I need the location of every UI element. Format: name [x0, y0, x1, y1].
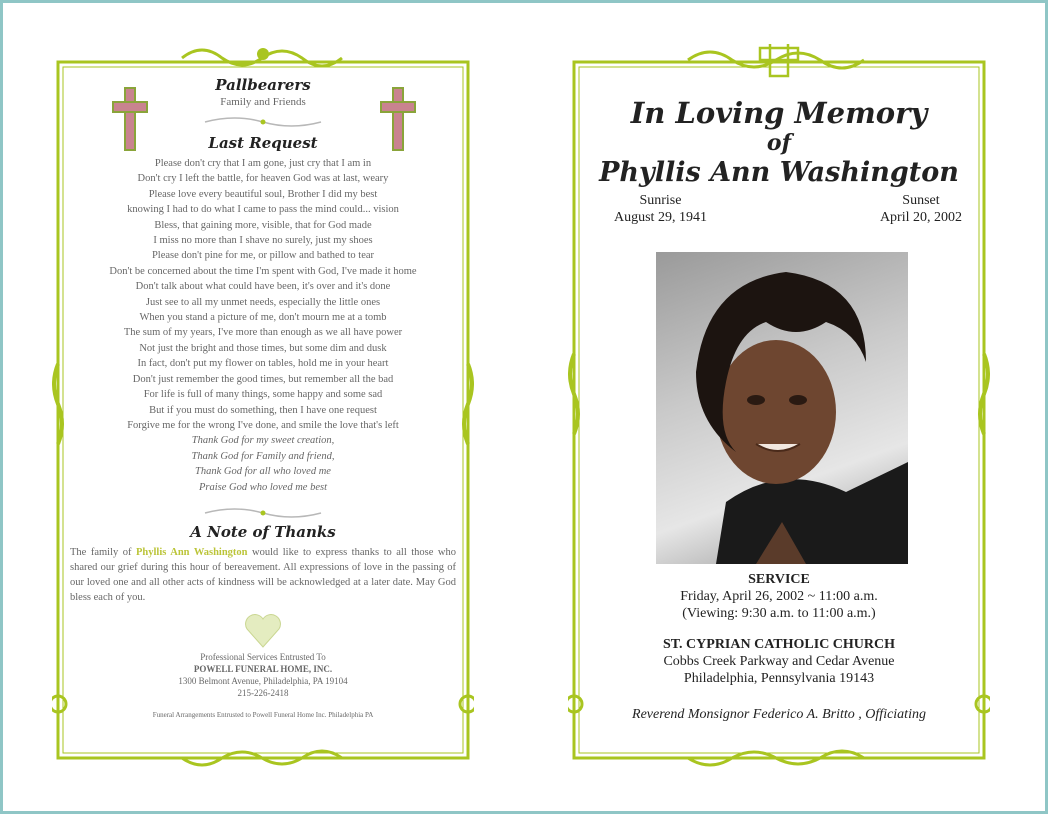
note-intro: The family of	[70, 546, 132, 558]
poem-line: Don't just remember the good times, but remember all the bad	[132, 373, 394, 385]
poem-line: Please don't pine for me, or pillow and bathed to tear	[151, 250, 375, 262]
sunrise-block	[614, 192, 707, 226]
note-line: to all those who shared our grief during this hour of bereavement. All	[70, 546, 456, 573]
portrait-photo	[656, 252, 908, 564]
church-address-line1: Cobbs Creek Parkway and Cedar Avenue	[663, 654, 895, 669]
divider-ornament	[203, 116, 323, 128]
poem-line: Please love every beautiful soul, Brother I did my best	[148, 188, 378, 200]
note-line: would like to express thanks	[252, 546, 380, 558]
poem-line: Thank God for Family and friend,	[191, 450, 335, 462]
poem-line: When you stand a picture of me, don't mourn me at a tomb	[139, 312, 387, 324]
poem-line: I miss no more than I shave no surely, just my shoes	[153, 235, 373, 247]
poem-line: For life is full of many things, some happy and some sad	[143, 389, 383, 401]
heart-ornament-icon	[243, 613, 283, 649]
poem-line: Just see to all my unmet needs, especially the little ones	[145, 296, 381, 308]
left-page-content	[70, 44, 456, 772]
funeral-home-line: Professional Services Entrusted To	[200, 651, 326, 662]
poem-line: Not just the bright and those times, but some dim and dusk	[139, 342, 387, 354]
divider-ornament	[203, 507, 323, 519]
life-dates	[614, 192, 962, 226]
note-of-thanks-heading: A Note of Thanks	[190, 522, 336, 541]
viewing-time: (Viewing: 9:30 a.m. to 11:00 a.m.)	[682, 606, 876, 621]
sunset-date: April 20, 2002	[879, 210, 962, 225]
funeral-home-line: 1300 Belmont Avenue, Philadelphia, PA 19104	[178, 675, 348, 686]
right-page	[568, 44, 990, 772]
church-address-line2: Philadelphia, Pennsylvania 19143	[683, 671, 875, 686]
pallbearers-heading: Pallbearers	[215, 76, 311, 94]
deceased-name: Phyllis Ann Washington	[599, 157, 959, 188]
poem-line: In fact, don't put my flower on tables, hold me in your heart	[137, 358, 389, 370]
title-in-loving-memory: In Loving Memory	[630, 96, 928, 130]
poem-line: The sum of my years, I've more than enough as we all have power	[123, 327, 403, 339]
poem-line: Don't talk about what could have been, it's over and it's done	[135, 281, 391, 293]
funeral-home-info	[70, 651, 456, 699]
footer-text: Funeral Arrangements Entrusted to Powell Funeral Home Inc. Philadelphia PA	[152, 710, 374, 719]
poem-line: Praise God who loved me best	[198, 481, 328, 493]
poem-line: Bless, that gaining more, visible, that for God made	[154, 219, 372, 231]
last-request-heading: Last Request	[208, 134, 318, 152]
service-info	[586, 572, 972, 772]
poem-line: Forgive me for the wrong I've done, and smile the love that's left	[127, 419, 399, 431]
note-line: kindness will be acknowledged at a later date. May God bless each of you.	[70, 576, 457, 603]
poem	[70, 156, 456, 495]
sunrise-date: August 29, 1941	[614, 210, 707, 225]
service-time: Friday, April 26, 2002 ~ 11:00 a.m.	[680, 589, 878, 604]
officiant: Reverend Monsignor Federico A. Britto , Officiating	[632, 707, 926, 722]
poem-line: Don't cry I left the battle, for heaven God was at last, weary	[137, 173, 389, 185]
note-deceased-name: Phyllis Ann Washington	[135, 546, 248, 558]
service-heading: SERVICE	[748, 572, 810, 587]
sunset-label: Sunset	[902, 193, 940, 208]
note-line: expressions of love in the passing of our loved one and all other acts of	[70, 561, 456, 588]
poem-line: Thank God for my sweet creation,	[191, 435, 335, 447]
funeral-home-name: POWELL FUNERAL HOME, INC.	[193, 663, 333, 674]
title-of: of	[766, 130, 792, 156]
funeral-home-line: 215-226-2418	[237, 687, 289, 698]
left-page	[52, 44, 474, 772]
church-name: ST. CYPRIAN CATHOLIC CHURCH	[662, 637, 896, 652]
pallbearers-text: Family and Friends	[220, 96, 306, 108]
sunset-block	[880, 192, 962, 226]
poem-line: But if you must do something, then I have one request	[149, 404, 377, 416]
poem-line: knowing I had to do what I came to pass the mind could... vision	[127, 204, 399, 216]
note-of-thanks-text	[70, 545, 456, 605]
poem-line: Don't be concerned about the time I'm spent with God, I've made it home	[109, 265, 417, 277]
sunrise-label: Sunrise	[639, 193, 682, 208]
poem-line: Thank God for all who loved me	[195, 466, 331, 478]
poem-line: Please don't cry that I am gone, just cry that I am in	[154, 158, 372, 169]
portrait-illustration	[656, 252, 908, 564]
